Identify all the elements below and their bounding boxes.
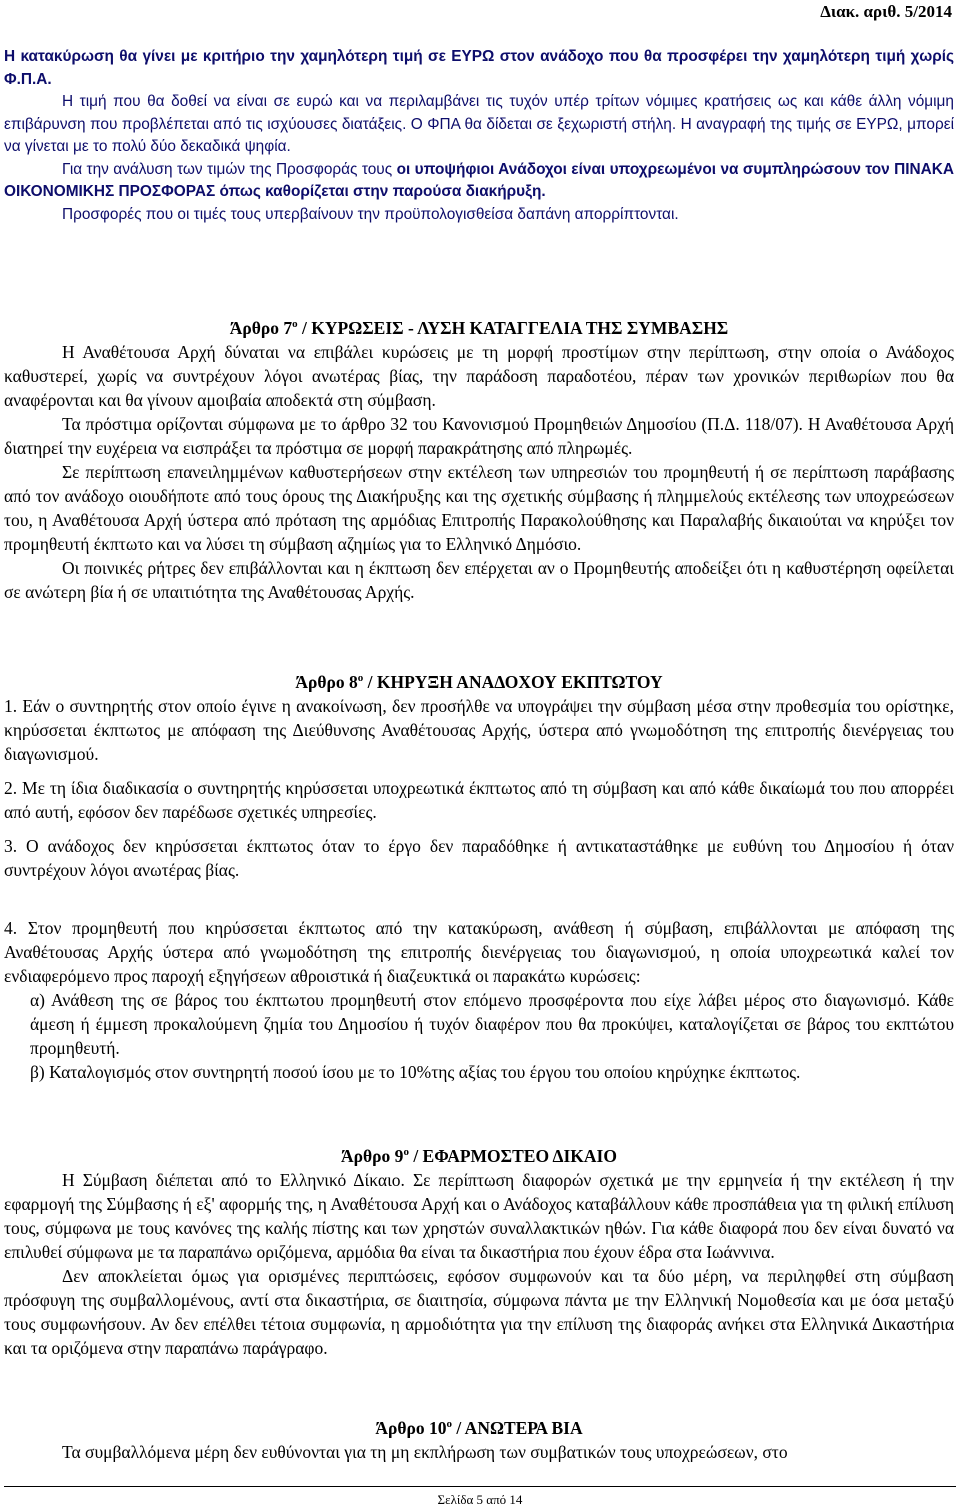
article-7-title-sup: ο — [292, 318, 298, 330]
price-terms-text: Η τιμή που θα δοθεί να είναι σε ευρώ και να περιλαμβάνει τις τυχόν υπέρ τρίτων νόμιμες κρατήσεις ως και κάθε άλλη νόμιμη επιβάρυνση που προβλέπεται από τις ισχύουσες διατάξεις. Ο ΦΠΑ θα δίδεται σε ξεχωριστή στήλη. Η αναγραφή της τιμής σε ΕΥΡΩ, μπορεί να γίνεται με το πολύ δύο δεκαδικά ψηφία. — [4, 93, 954, 155]
article-10 — [4, 1412, 954, 1464]
article-7 — [4, 312, 954, 604]
article-8-sub-b: β) Καταλογισμός στον συντηρητή ποσού ίσου με το 10%της αξίας του έργου του οποίου κηρύχηκε έκπτωτος. — [30, 1061, 801, 1082]
article-8-item-2: 2. Με τη ίδια διαδικασία ο συντηρητής κηρύσσεται υποχρεωτικά έκπτωτος από τη σύμβαση και από κάθε δικαίωμά του που απορρέει από αυτή, εφόσον δεν παρέδωσε σχετικές υπηρεσίες. — [4, 777, 954, 822]
article-9-para-2: Δεν αποκλείεται όμως για ορισμένες περιπτώσεις, εφόσον συμφωνούν και τα δύο μέρη, να περιληφθεί στη σύμβαση πρόσφυγη της συμβαλλομένους, αντί στα δικαστήρια, σε διαιτησία, σύμφωνα πάντα με την Ελληνική Νομοθεσία και με όσα μεταξύ τους συμφωνήσουν. Αν δεν επέλθει τέτοια συμφωνία, η αρμοδιότητα για την επίλυση της διαφοράς ανήκει στα Ελληνικά Δικαστήρια και τα οριζόμενα στην παραπάνω παράγραφο. — [4, 1265, 954, 1358]
article-9-title-post: / ΕΦΑΡΜΟΣΤΕΟ ΔΙΚΑΙΟ — [408, 1145, 617, 1166]
article-8-title-post: / ΚΗΡΥΞΗ ΑΝΑΔΟΧΟΥ ΕΚΠΤΩΤΟΥ — [363, 671, 663, 692]
article-10-title-pre: Άρθρο 10 — [375, 1417, 447, 1438]
article-8-title-pre: Άρθρο 8 — [295, 671, 358, 692]
rejection-text: Προσφορές που οι τιμές τους υπερβαίνουν την προϋπολογισθείσα δαπάνη απορρίπτονται. — [62, 205, 679, 223]
article-8-sub-a: α) Ανάθεση της σε βάρος του έκπτωτου προμηθευτή στον επόμενο προσφέροντα που είχε λάβει μέρος στο διαγωνισμό. Κάθε άμεση ή έμμεση προκαλούμενη ζημία του Δημοσίου ή τυχόν διαφέρον που θα προκύψει, καταλογίζεται σε βάρος του εκπτώτου προμηθευτή. — [30, 989, 954, 1058]
article-10-title-post: / ΑΝΩΤΕΡΑ ΒΙΑ — [452, 1417, 583, 1438]
article-7-title-post: / ΚΥΡΩΣΕΙΣ - ΛΥΣΗ ΚΑΤΑΓΓΕΛΙΑ ΤΗΣ ΣΥΜΒΑΣΗΣ — [297, 317, 729, 338]
article-9 — [4, 1140, 954, 1360]
article-7-title-pre: Άρθρο 7 — [229, 317, 293, 338]
intro-section — [4, 46, 954, 226]
article-8 — [4, 666, 954, 1084]
article-9-title-sup: ο — [403, 1146, 409, 1158]
article-8-item-4: 4. Στον προμηθευτή που κηρύσσεται έκπτωτος από την κατακύρωση, ανάθεση ή σύμβαση, επιβάλλονται με απόφαση της Αναθέτουσας Αρχής ύστερα από γνωμοδότηση της επιτροπής διενέργειας του διαγωνισμού, η οποία υποχρεωτικά καλεί τον ενδιαφερόμενο προς παροχή εξηγήσεων αθροιστικά ή διαζευκτικά οι παρακάτω κυρώσεις: — [4, 917, 954, 986]
article-10-title-sup: ο — [446, 1418, 453, 1430]
article-9-title-pre: Άρθρο 9 — [341, 1145, 404, 1166]
award-criterion-text: Η κατακύρωση θα γίνει με κριτήριο την χαμηλότερη τιμή σε ΕΥΡΩ στον ανάδοχο που θα προσφέρει την χαμηλότερη τιμή χωρίς Φ.Π.Α. — [4, 48, 954, 88]
article-8-item-3: 3. Ο ανάδοχος δεν κηρύσσεται έκπτωτος όταν το έργο δεν παραδόθηκε ή αντικαταστάθηκε με ευθύνη του Δημοσίου ή όταν συντρέχουν λόγοι ανωτέρας βίας. — [4, 835, 954, 880]
price-analysis-text — [4, 159, 954, 204]
article-7-para-4: Οι ποινικές ρήτρες δεν επιβάλλονται και η έκπτωση δεν επέρχεται αν ο Προμηθευτής αποδείξει ότι η καθυστέρηση οφείλεται σε ανώτερη βία ή σε υπαιτιότητα της Αναθέτουσας Αρχής. — [4, 557, 954, 602]
article-10-para-1: Τα συμβαλλόμενα μέρη δεν ευθύνονται για τη μη εκπλήρωση των συμβατικών τους υποχρεώσεων, στο — [62, 1441, 788, 1462]
price-analysis-bold: οι υποψήφιοι Ανάδοχοι είναι υποχρεωμένοι να συμπληρώσουν τον ΠΙΝΑΚΑ ΟΙΚΟΝΟΜΙΚΗΣ ΠΡΟΣΦΟΡΑΣ όπως καθορίζεται στην παρούσα διακήρυξη. — [4, 160, 954, 200]
article-7-title — [4, 312, 954, 340]
price-analysis-normal: Για την ανάλυση των τιμών της Προσφοράς τους — [62, 160, 397, 178]
page-number: Σελίδα 5 από 14 — [437, 1492, 523, 1507]
footer-divider — [4, 1486, 956, 1487]
article-8-title-sup: ο — [357, 672, 364, 684]
article-7-para-2: Τα πρόστιμα ορίζονται σύμφωνα με το άρθρο 32 του Κανονισμού Προμηθειών Δημοσίου (Π.Δ. 118/07). Η Αναθέτουσα Αρχή διατηρεί την ευχέρεια να εισπράξει τα πρόστιμα σε μορφή παρακράτησης από πληρωμές. — [4, 413, 954, 458]
article-8-title — [4, 666, 954, 694]
article-9-title — [4, 1140, 954, 1168]
article-9-para-1: Η Σύμβαση διέπεται από το Ελληνικό Δίκαιο. Σε περίπτωση διαφορών σχετικά με την ερμηνεία ή την εκτέλεση ή την εφαρμογή της Σύμβασης ή εξ' αφορμής της, η Αναθέτουσα Αρχή και ο Ανάδοχος καταβάλλουν κάθε προσπάθεια για τη φιλική επίλυση τους, σύμφωνα με τους κανόνες της καλής πίστης και των χρηστών συναλλακτικών ηθών. Για κάθε διαφορά που δεν είναι δυνατό να επιλυθεί σύμφωνα με τα παραπάνω οριζόμενα, αρμόδια θα είναι τα δικαστήρια που έχουν έδρα στα Ιωάννινα. — [4, 1169, 954, 1262]
article-7-para-3: Σε περίπτωση επανειλημμένων καθυστερήσεων στην εκτέλεση των υπηρεσιών του προμηθευτή ή σε περίπτωση παράβασης από τον ανάδοχο οιουδήποτε από τους όρους της Διακήρυξης και της σχετικής σύμβασης ή πλημμελούς εκτέλεσης των υποχρεώσεων του, η Αναθέτουσα Αρχή ύστερα από πρόταση της αρμόδιας Επιτροπής Παρακολούθησης και Παραλαβής δικαιούται να κηρύξει τον προμηθευτή έκπτωτο και να λύσει τη σύμβαση αζημίως για το Ελληνικό Δημόσιο. — [4, 461, 954, 554]
article-7-para-1: Η Αναθέτουσα Αρχή δύναται να επιβάλει κυρώσεις με τη μορφή προστίμων στην περίπτωση, στην οποία ο Ανάδοχος καθυστερεί, χωρίς να συντρέχουν λόγοι ανωτέρας βίας, την παράδοση παραδοτέου, πέραν των χρονικών περιθωρίων που θα αναφέρονται και θα γίνουν αμοιβαία αποδεκτά στη σύμβαση. — [4, 341, 954, 410]
document-reference: Διακ. αριθ. 5/2014 — [820, 2, 952, 21]
article-10-title — [4, 1412, 954, 1440]
article-8-item-1: 1. Εάν ο συντηρητής στον οποίο έγινε η ανακοίνωση, δεν προσήλθε να υπογράψει την σύμβαση μέσα στην προθεσμία του ορίστηκε, κηρύσσεται έκπτωτος με απόφαση της Διεύθυνσης Αναθέτουσας Αρχής, ύστερα από γνωμοδότηση της επιτροπής διενέργειας του διαγωνισμού. — [4, 695, 954, 764]
